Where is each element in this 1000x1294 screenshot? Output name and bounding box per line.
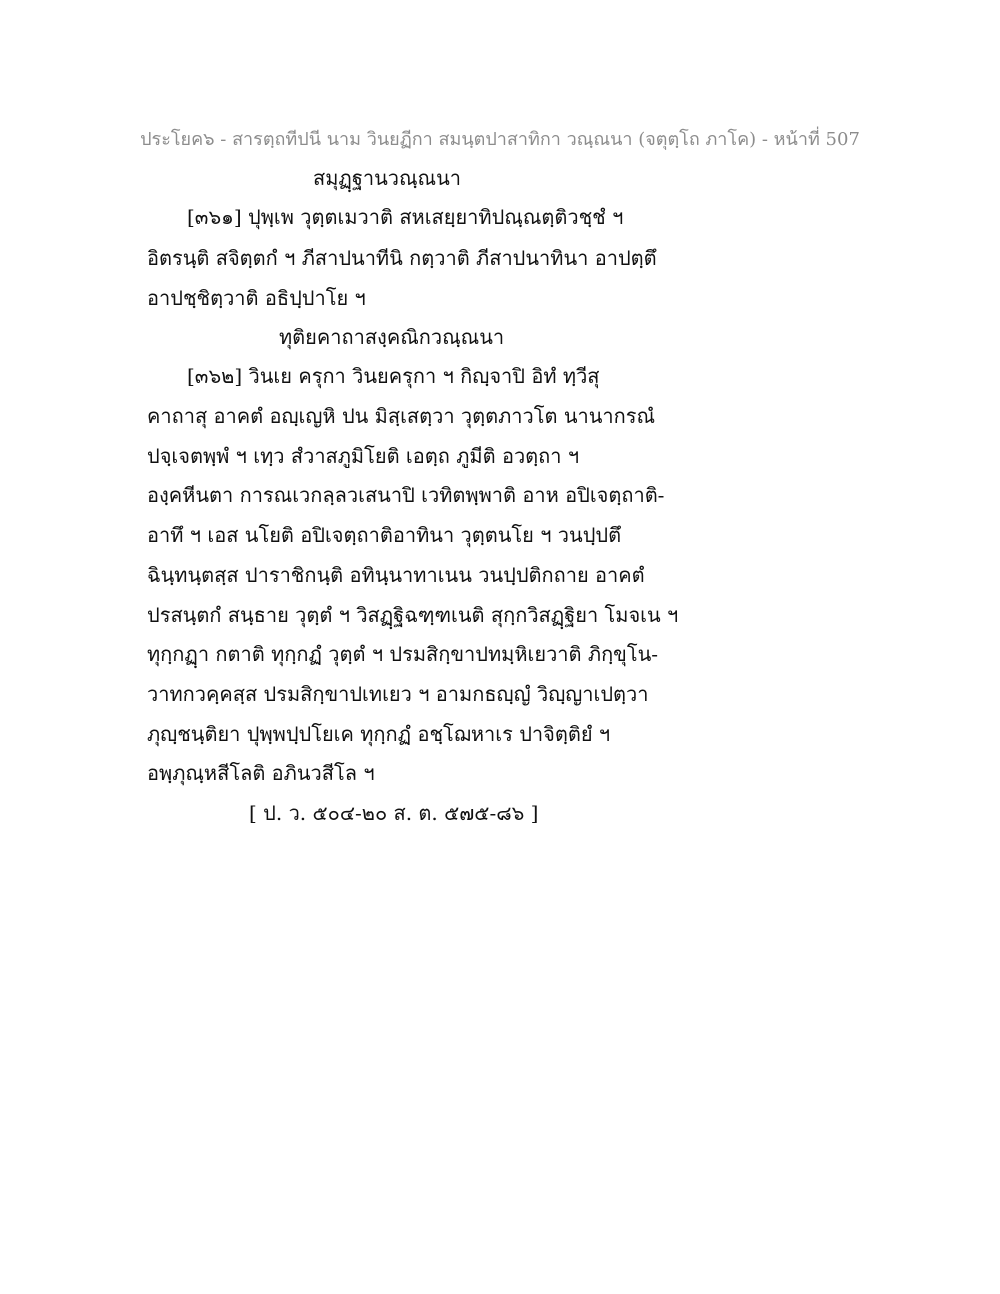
paragraph-line: อิตรนฺติ สจิตฺตกํ ฯ ภีสาปนาทีนิ กตฺวาติ ภีสาปนาทินา อาปตฺตึ bbox=[147, 246, 657, 270]
paragraph-line: ทุกฺกฏฺา กตาติ ทุกฺกฏํ วุตฺตํ ฯ ปรมสิกฺขาปทมฺหิเยวาติ ภิกฺขุโน- bbox=[147, 642, 659, 666]
section-heading-dutiya-gatha: ทุติยคาถาสงฺคณิกวณฺณนา bbox=[279, 325, 505, 349]
paragraph-line: ฉินฺทนฺตสฺส ปาราชิกนฺติ อทินฺนาทาเนน วนปฺปติกถาย อาคตํ bbox=[147, 563, 645, 587]
source-reference: [ ป. ว. ๕๐๔-๒๐ ส. ต. ๕๗๕-๘๖ ] bbox=[249, 801, 539, 825]
paragraph-line: อพฺภุณฺหสีโลติ อภินวสีโล ฯ bbox=[147, 761, 375, 785]
paragraph-line: ภุญฺชนฺติยา ปุพฺพปฺปโยเค ทุกฺกฏํ อชฺโฌหาเร ปาจิตฺติยํ ฯ bbox=[147, 722, 611, 746]
paragraph-line: ปรสนฺตกํ สนฺธาย วุตฺตํ ฯ วิสฏฺฐิฉฑฺฑเนติ สุกฺกวิสฏฺฐิยา โมจเน ฯ bbox=[147, 603, 679, 627]
paragraph-line: อาทึ ฯ เอส นโยติ อปิเจตฺถาติอาทินา วุตฺตนโย ฯ วนปฺปตึ bbox=[147, 523, 622, 547]
paragraph-line: [๓๖๒] วินเย ครุกา วินยครุกา ฯ กิญฺจาปิ อิทํ ทฺวีสุ bbox=[187, 364, 600, 388]
paragraph-line: [๓๖๑] ปุพฺเพ วุตฺตเมวาติ สหเสยฺยาทิปณฺณตฺติวชฺชํ ฯ bbox=[187, 205, 624, 229]
paragraph-line: วาทกวคฺคสฺส ปรมสิกฺขาปเทเยว ฯ อามกธญฺญํ วิญฺญาเปตฺวา bbox=[147, 682, 649, 706]
paragraph-line: อาปชฺชิตฺวาติ อธิปฺปาโย ฯ bbox=[147, 286, 366, 310]
paragraph-line: องฺคหีนตา การณเวกลฺลวเสนาปิ เวทิตพฺพาติ อาห อปิเจตฺถาติ- bbox=[147, 483, 665, 507]
section-heading-samutthana: สมุฏฺฐานวณฺณนา bbox=[313, 166, 461, 190]
paragraph-line: คาถาสุ อาคตํ อญฺเญหิ ปน มิสฺเสตฺวา วุตฺตภาวโต นานากรณํ bbox=[147, 404, 656, 428]
paragraph-line: ปจฺเจตพฺพํ ฯ เทฺว สํวาสภูมิโยติ เอตฺถ ภูมีติ อวตฺถา ฯ bbox=[147, 444, 580, 468]
running-header: ประโยค๖ - สารตฺถทีปนี นาม วินยฏีกา สมนฺตปาสาทิกา วณฺณนา (จตุตฺโถ ภาโค) - หน้าที่ 507 bbox=[140, 129, 860, 150]
